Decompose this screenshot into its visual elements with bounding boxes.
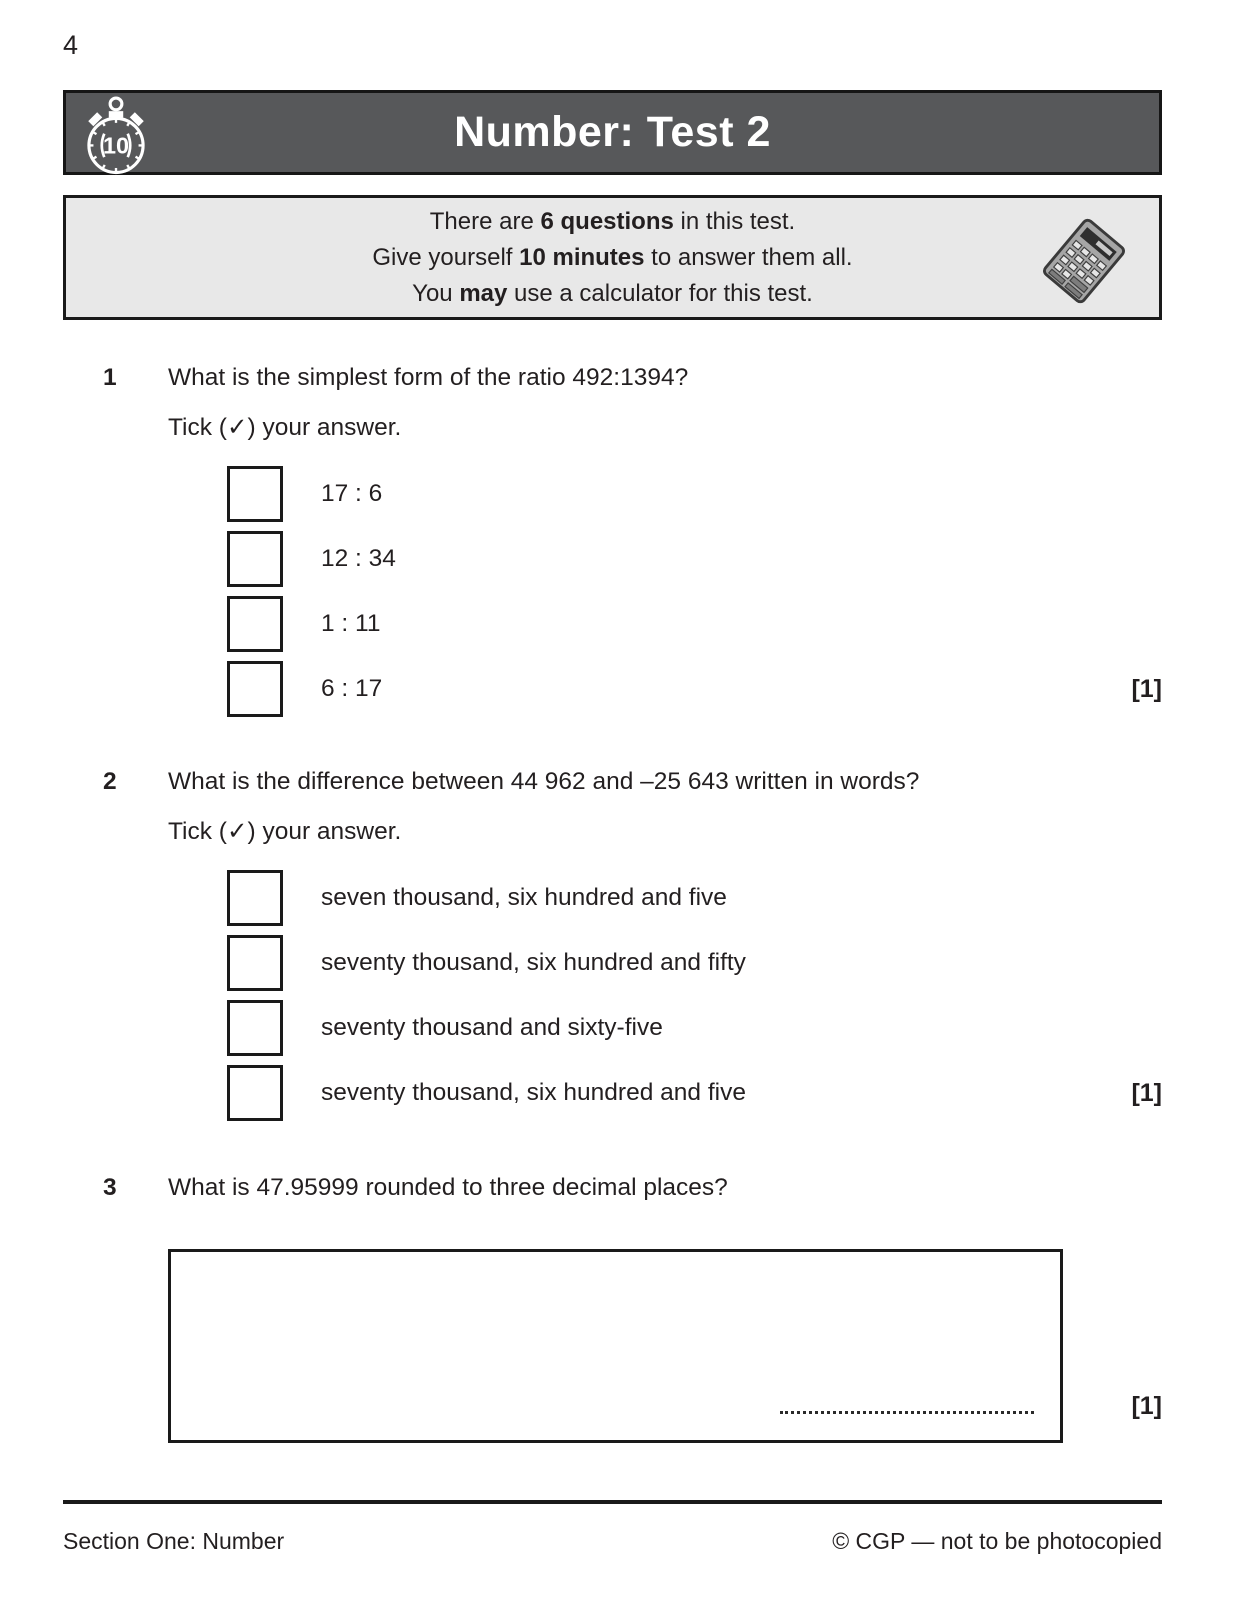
- option-label: seventy thousand, six hundred and five: [321, 1079, 746, 1106]
- option-label: seventy thousand and sixty-five: [321, 1014, 663, 1041]
- option-label: 12 : 34: [321, 545, 396, 572]
- option-label: seven thousand, six hundred and five: [321, 884, 727, 911]
- option-row: [227, 596, 1162, 652]
- answer-checkbox[interactable]: [227, 1000, 283, 1056]
- instruction-line-2: Give yourself 10 minutes to answer them all.: [372, 243, 853, 271]
- mark-badge: [1]: [1131, 1078, 1162, 1107]
- option-label: 1 : 11: [321, 610, 381, 637]
- option-row: [227, 466, 1162, 522]
- option-row: [227, 531, 1162, 587]
- option-row: [227, 1000, 1162, 1056]
- footer-copyright: © CGP — not to be photocopied: [832, 1528, 1162, 1554]
- option-row: [227, 870, 1162, 926]
- answer-line[interactable]: [780, 1411, 1034, 1414]
- answer-checkbox[interactable]: [227, 466, 283, 522]
- option-row: [227, 1065, 1162, 1121]
- tick-instruction: Tick (✓) your answer.: [168, 818, 402, 845]
- instructions-box: [63, 195, 1162, 320]
- question-text: What is the difference between 44 962 and –25 643 written in words?: [168, 768, 920, 795]
- tick-instruction: Tick (✓) your answer.: [168, 414, 402, 441]
- answer-checkbox[interactable]: [227, 935, 283, 991]
- option-label: 17 : 6: [321, 480, 383, 507]
- mark-badge: [1]: [1131, 1392, 1162, 1420]
- question-text: What is the simplest form of the ratio 492:1394?: [168, 364, 689, 391]
- page-number: 4: [63, 30, 79, 60]
- timer-minutes: 10: [102, 132, 130, 159]
- answer-box[interactable]: [168, 1249, 1063, 1443]
- stopwatch-icon: [78, 94, 154, 182]
- question-number: 3: [103, 1174, 117, 1201]
- options-list: [227, 870, 1162, 1121]
- option-row: [227, 935, 1162, 991]
- footer-section-label: Section One: Number: [63, 1528, 285, 1554]
- question-number: 1: [103, 364, 117, 391]
- answer-checkbox[interactable]: [227, 661, 283, 717]
- question-1: [63, 363, 1162, 717]
- question-3: [63, 1173, 1162, 1443]
- instruction-line-3: You may use a calculator for this test.: [412, 279, 813, 307]
- mark-badge: [1]: [1131, 674, 1162, 703]
- test-header: [63, 90, 1162, 175]
- option-row: [227, 661, 1162, 717]
- answer-checkbox[interactable]: [227, 1065, 283, 1121]
- question-number: 2: [103, 768, 117, 795]
- test-title: Number: Test 2: [454, 108, 771, 156]
- answer-checkbox[interactable]: [227, 531, 283, 587]
- answer-checkbox[interactable]: [227, 870, 283, 926]
- options-list: [227, 466, 1162, 717]
- answer-checkbox[interactable]: [227, 596, 283, 652]
- question-text: What is 47.95999 rounded to three decimal places?: [168, 1174, 728, 1201]
- instruction-line-1: There are 6 questions in this test.: [429, 207, 796, 235]
- option-label: seventy thousand, six hundred and fifty: [321, 949, 746, 976]
- question-2: [63, 767, 1162, 1121]
- option-label: 6 : 17: [321, 675, 383, 702]
- page-footer: [63, 1500, 1162, 1555]
